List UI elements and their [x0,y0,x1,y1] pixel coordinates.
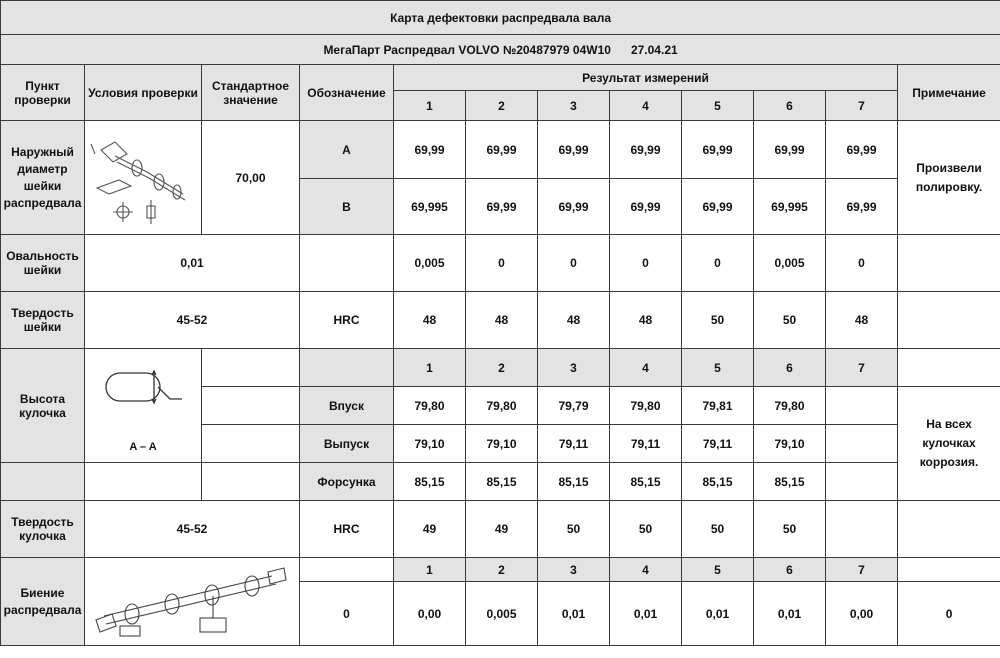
lobe-standard-empty [202,349,300,387]
measurement-cell: 69,99 [826,121,898,179]
measurement-cell: 79,10 [466,425,538,463]
measurement-cell: 49 [466,501,538,558]
camshaft-journal-diagram [85,121,202,235]
lobe-diagram-caption: A – A [129,440,157,453]
lobe-col-number: 4 [610,349,682,387]
header-results: Результат измерений [394,65,898,91]
measurement-cell: 69,99 [610,179,682,235]
measurement-cell: 79,80 [466,387,538,425]
camshaft-runout-icon [92,562,292,642]
measurement-cell: 0,01 [610,582,682,646]
runout-col-number: 5 [682,558,754,582]
measurement-cell: 79,11 [682,425,754,463]
measurement-cell: 69,995 [394,179,466,235]
measurement-cell: 48 [466,292,538,349]
runout-col-number: 2 [466,558,538,582]
ovality-note [898,235,1000,292]
measurement-cell: 79,80 [394,387,466,425]
measurement-cell: 48 [538,292,610,349]
runout-label: Биение распредвала [1,558,85,646]
measurement-cell [826,501,898,558]
lobe-height-label: Высота кулочка [1,349,85,463]
measurement-cell: 85,15 [466,463,538,501]
lobe-standard-empty [202,463,300,501]
lobe-col-number: 7 [826,349,898,387]
header-designation: Обозначение [300,65,394,121]
lobe-standard-empty [202,425,300,463]
col-number: 5 [682,91,754,121]
runout-note: 0 [898,582,1000,646]
measurement-cell: 79,11 [538,425,610,463]
journal-hardness-designation: HRC [300,292,394,349]
measurement-cell [826,463,898,501]
runout-col-number: 3 [538,558,610,582]
runout-col-number: 6 [754,558,826,582]
lobe-section-diagram [85,349,202,463]
measurement-cell: 79,11 [610,425,682,463]
measurement-cell: 79,81 [682,387,754,425]
ovality-standard: 0,01 [85,235,300,292]
designation-exhaust: Выпуск [300,425,394,463]
journal-diameter-note: Произвели полировку. [898,121,1000,235]
measurement-cell: 69,99 [394,121,466,179]
runout-col-number: 1 [394,558,466,582]
journal-hardness-note [898,292,1000,349]
measurement-cell: 49 [394,501,466,558]
runout-col-number: 7 [826,558,898,582]
lobe-hardness-standard: 45-52 [85,501,300,558]
lobe-hardness-note [898,501,1000,558]
measurement-cell: 69,99 [754,121,826,179]
measurement-cell: 50 [538,501,610,558]
runout-col-number: 4 [610,558,682,582]
col-number: 3 [538,91,610,121]
measurement-cell: 48 [610,292,682,349]
lobe-col-number: 6 [754,349,826,387]
lobe-conditions-empty [85,463,202,501]
col-number: 1 [394,91,466,121]
measurement-cell: 69,99 [466,121,538,179]
runout-designation-empty [300,558,394,582]
measurement-cell: 0 [826,235,898,292]
measurement-cell: 69,995 [754,179,826,235]
lobe-label-empty [1,463,85,501]
measurement-cell: 50 [754,501,826,558]
measurement-cell: 0,005 [754,235,826,292]
measurement-cell: 69,99 [610,121,682,179]
measurement-cell: 0,005 [466,582,538,646]
measurement-cell: 69,99 [826,179,898,235]
lobe-standard-empty [202,387,300,425]
designation-injector: Форсунка [300,463,394,501]
header-point: Пункт проверки [1,65,85,121]
measurement-cell: 0 [682,235,754,292]
ovality-designation [300,235,394,292]
lobe-hardness-designation: HRC [300,501,394,558]
measurement-cell: 48 [826,292,898,349]
measurement-cell: 0,00 [826,582,898,646]
ovality-label: Овальность шейки [1,235,85,292]
measurement-cell: 85,15 [610,463,682,501]
measurement-cell: 69,99 [466,179,538,235]
measurement-cell: 0,005 [394,235,466,292]
measurement-cell: 0,00 [394,582,466,646]
measurement-cell: 0,01 [682,582,754,646]
measurement-cell: 79,10 [394,425,466,463]
designation-A: A [300,121,394,179]
journal-diameter-label: Наружный диаметр шейки распредвала [1,121,85,235]
runout-note-top [898,558,1000,582]
designation-B: B [300,179,394,235]
measurement-cell: 0 [466,235,538,292]
camshaft-measure-icon [87,128,199,228]
measurement-cell: 50 [754,292,826,349]
cam-lobe-section-icon [98,359,188,439]
card-title: Карта дефектовки распредвала вала [1,1,1000,35]
measurement-cell: 85,15 [754,463,826,501]
col-number: 2 [466,91,538,121]
card-subtitle: МегаПарт Распредвал VOLVO №20487979 04W10 27.04.21 [1,35,1000,65]
lobe-col-number: 1 [394,349,466,387]
measurement-cell: 79,80 [610,387,682,425]
measurement-cell [826,387,898,425]
col-number: 4 [610,91,682,121]
header-note: Примечание [898,65,1000,121]
measurement-cell: 79,80 [754,387,826,425]
measurement-cell: 50 [682,292,754,349]
lobe-height-note: На всех кулочках коррозия. [898,387,1000,501]
measurement-cell: 0 [538,235,610,292]
runout-designation: 0 [300,582,394,646]
measurement-cell: 69,99 [682,121,754,179]
header-standard: Стандартное значение [202,65,300,121]
measurement-cell: 0 [610,235,682,292]
lobe-note-top [898,349,1000,387]
measurement-cell: 85,15 [682,463,754,501]
measurement-cell: 0,01 [538,582,610,646]
designation-intake: Впуск [300,387,394,425]
lobe-col-number: 5 [682,349,754,387]
col-number: 7 [826,91,898,121]
lobe-designation-empty [300,349,394,387]
measurement-cell: 79,10 [754,425,826,463]
measurement-cell [826,425,898,463]
journal-diameter-standard: 70,00 [202,121,300,235]
lobe-col-number: 2 [466,349,538,387]
lobe-hardness-label: Твердость кулочка [1,501,85,558]
journal-hardness-standard: 45-52 [85,292,300,349]
measurement-cell: 48 [394,292,466,349]
measurement-cell: 79,79 [538,387,610,425]
measurement-cell: 0,01 [754,582,826,646]
measurement-cell: 69,99 [538,179,610,235]
measurement-cell: 69,99 [682,179,754,235]
col-number: 6 [754,91,826,121]
lobe-col-number: 3 [538,349,610,387]
measurement-cell: 50 [610,501,682,558]
measurement-cell: 69,99 [538,121,610,179]
measurement-cell: 50 [682,501,754,558]
runout-diagram [85,558,300,646]
header-conditions: Условия проверки [85,65,202,121]
measurement-cell: 85,15 [538,463,610,501]
measurement-cell: 85,15 [394,463,466,501]
journal-hardness-label: Твердость шейки [1,292,85,349]
